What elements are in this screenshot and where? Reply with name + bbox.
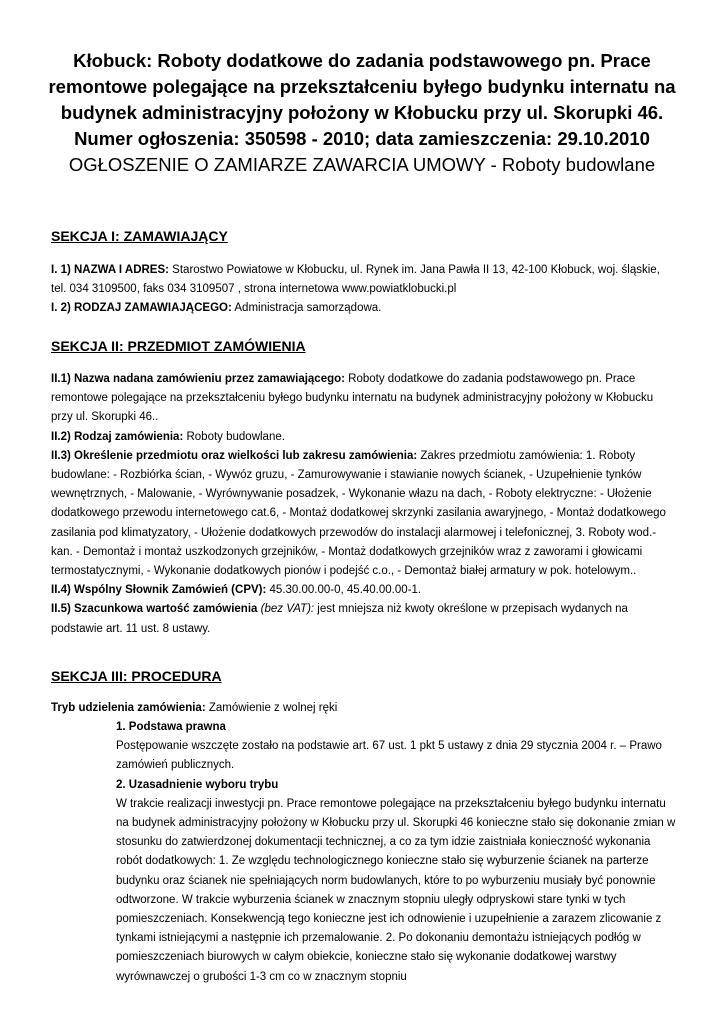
notice-type: OGŁOSZENIE O ZAMIARZE ZAWARCIA UMOWY - Roboty budowlane [68, 154, 656, 175]
justification-heading: 2. Uzasadnienie wyboru trybu [116, 778, 279, 791]
item-ii1 [51, 370, 673, 428]
legal-basis-heading: 1. Podstawa prawna [116, 721, 226, 733]
item-i1 [51, 261, 673, 299]
document-title [40, 48, 684, 178]
section-1-body [51, 261, 673, 318]
item-ii5-label: II.5) Szacunkowa wartość zamówienia [51, 603, 258, 616]
item-ii1-label: II.1) Nazwa nadana zamówieniu przez zamawiającego: [51, 373, 345, 385]
item-ii3 [51, 447, 673, 581]
item-ii2 [51, 428, 673, 447]
item-ii5-text: jest mniejsza niż kwoty określone w przepisach wydanych na podstawie art. 11 ust. 8 ustawy. [51, 603, 628, 635]
item-ii2-text: Roboty budowlane. [183, 430, 285, 443]
item-i2-label: I. 2) RODZAJ ZAMAWIAJĄCEGO: [51, 302, 232, 314]
legal-basis-text: Postępowanie wszczęte zostało na podstawie art. 67 ust. 1 pkt 5 ustawy z dnia 29 stycznia 2004 r. – Prawo zamówień publicznych. [116, 740, 662, 772]
justification-text: W trakcie realizacji inwestycji pn. Prace remontowe polegające na przekształceniu byłego budynku internatu na budynek administracyjny położony w Kłobucku przy ul. Skorupki 46 konieczne stało się dokonanie zmian w stosunku do zatwierdzonej dokumentacji technicznej, a co za tym idzie zaistniała konieczność wykonania robót dodatkowych: 1. Ze względu technologicznego konieczne stało się wyburzenie ścianek na parterze budynku oraz ścianek nie spełniających norm budowlanych, które to po wyburzeniu musiały być ponownie odtworzone. W trakcie wyburzenia ścianek w znacznym stopniu uległy odpryskowi stare tynki w tych pomieszczeniach. Konsekwencją tego konieczne jest ich odnowienie i uzupełnienie a zarazem zlicowanie z tynkami istniejącymi a następnie ich przemalowanie. 2. Po dokonaniu demontażu istniejących podłóg w pomieszczeniach biurowych w całym obiekcie, konieczne stało się wykonanie dodatkowej warstwy wyrównawczej o grubości 1-3 cm co w znacznym stopniu [116, 797, 676, 983]
item-ii4 [51, 581, 673, 600]
item-ii4-text: 45.30.00.00-0, 45.40.00.00-1. [266, 584, 422, 597]
item-ii5 [51, 600, 673, 638]
notice-title: Kłobuck: Roboty dodatkowe do zadania podstawowego pn. Prace remontowe polegające na przekształceniu byłego budynku internatu na budynek administracyjny położony w Kłobucku przy ul. Skorupki 46. Numer ogłoszenia: 350598 - 2010; data zamieszczenia: 29.10.2010 [48, 50, 676, 149]
section-2-body [51, 370, 673, 639]
item-ii5-italic: (bez VAT): [257, 603, 315, 616]
item-ii3-label: II.3) Określenie przedmiotu oraz wielkości lub zakresu zamówienia: [51, 449, 418, 462]
section-3-details [116, 718, 678, 987]
procedure-mode [51, 699, 673, 718]
section-3-heading: SEKCJA III: PROCEDURA [51, 668, 222, 684]
section-1-heading: SEKCJA I: ZAMAWIAJĄCY [51, 228, 228, 244]
item-i2 [51, 299, 673, 318]
item-ii2-label: II.2) Rodzaj zamówienia: [51, 430, 184, 443]
procedure-mode-label: Tryb udzielenia zamówienia: [51, 702, 206, 714]
procedure-mode-text: Zamówienie z wolnej ręki [205, 702, 338, 714]
item-ii3-text: Zakres przedmiotu zamówienia: 1. Roboty budowlane: - Rozbiórka ścian, - Wywóz gruzu, - Zamurowywanie i stawianie nowych ścianek, - Uzupełnienie tynków wewnętrznych, - Malowanie, - Wyrównywanie posadzek, - Wykonanie włazu na dach, - Roboty elektryczne: - Ułożenie dodatkowego przewodu internetowego cat.6, - Montaż dodatkowej skrzynki zasilania awaryjnego, - Montaż dodatkowego zasilania pod klimatyzatory, - Ułożenie dodatkowych przewodów do instalacji alarmowej i telefonicznej, 3. Roboty wod.-kan. - Demontaż i montaż uszkodzonych grzejników, - Montaż dodatkowych grzejników wraz z zaworami i głowicami termostatycznymi, - Wykonanie dodatkowych pionów i podejść c.o., - Demontaż białej armatury w pok. hotelowym.. [51, 449, 666, 578]
item-ii4-label: II.4) Wspólny Słownik Zamówień (CPV): [51, 584, 267, 597]
item-i1-label: I. 1) NAZWA I ADRES: [51, 264, 169, 276]
item-i2-text: Administracja samorządowa. [231, 302, 382, 314]
item-ii1-text: Roboty dodatkowe do zadania podstawowego pn. Prace remontowe polegające na przekształceniu byłego budynku internatu na budynek administracyjny położony w Kłobucku przy ul. Skorupki 46.. [51, 373, 654, 424]
section-2-heading: SEKCJA II: PRZEDMIOT ZAMÓWIENIA [51, 338, 306, 354]
item-i1-text: Starostwo Powiatowe w Kłobucku, ul. Rynek im. Jana Pawła II 13, 42-100 Kłobuck, woj. śląskie, tel. 034 3109500, faks 034 3109507 , strona internetowa www.powiatklobucki.pl [51, 264, 660, 295]
